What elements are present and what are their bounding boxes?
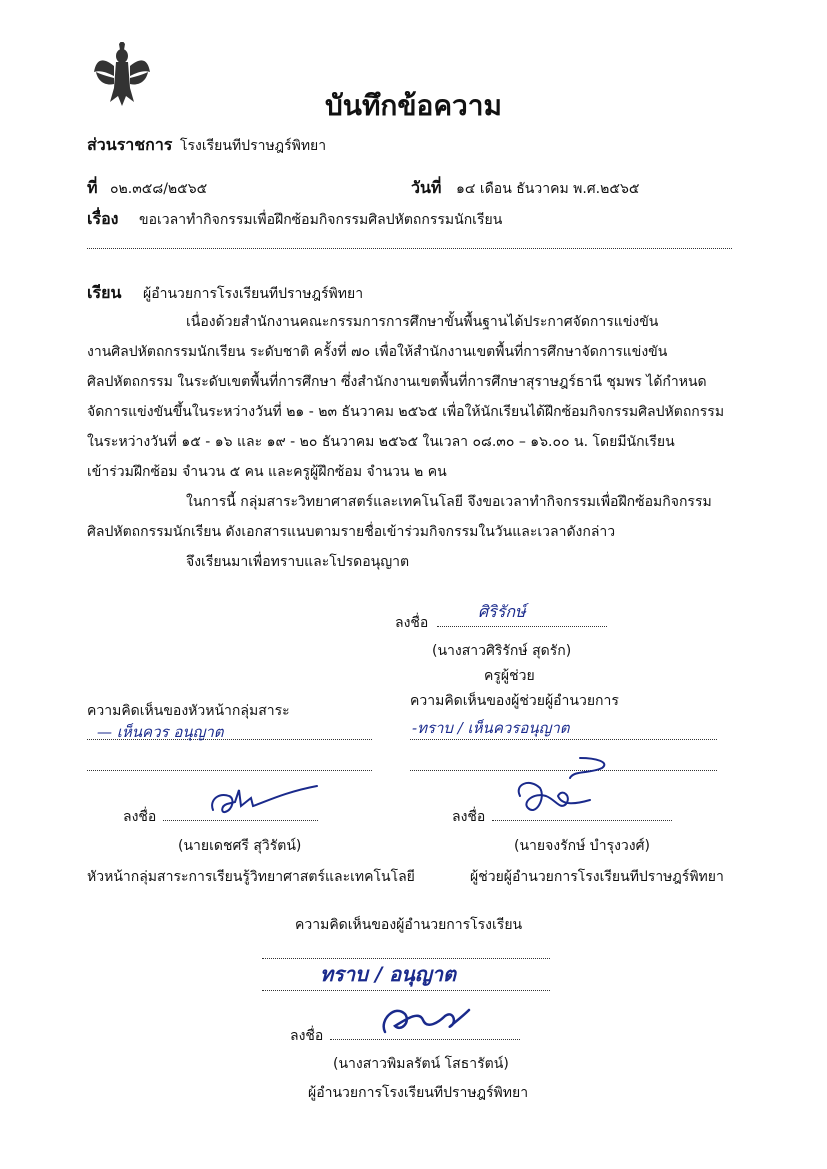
page-title: บันทึกข้อความ: [325, 89, 502, 122]
subject-label: เรื่อง: [87, 209, 119, 228]
department-label: ส่วนราชการ: [87, 135, 173, 154]
left-opinion-line: [87, 770, 372, 771]
signer-position: ครูผู้ช่วย: [484, 668, 535, 684]
signer-name: (นางสาวศิริรักษ์ สุดรัก): [432, 643, 572, 659]
ref-value: ๐๒.๓๕๘/๒๕๖๕: [110, 181, 208, 197]
salutation-value: ผู้อำนวยการโรงเรียนทีปราษฎร์พิทยา: [143, 286, 364, 302]
closing-line: จึงเรียนมาเพื่อทราบและโปรดอนุญาต: [186, 554, 410, 570]
date-label: วันที่: [411, 178, 442, 197]
right-position: ผู้ช่วยผู้อำนวยการโรงเรียนทีปราษฎร์พิทยา: [470, 869, 724, 885]
body-line: งานศิลปหัตถกรรมนักเรียน ระดับชาติ ครั้งที่ ๗๐ เพื่อให้สำนักงานเขตพื้นที่การศึกษาจัดการแข่งขัน: [87, 344, 668, 360]
right-name: (นายจงรักษ์ บำรุงวงศ์): [514, 838, 650, 854]
signer-sign-label: ลงชื่อ: [395, 615, 429, 631]
body-line: ในระหว่างวันที่ ๑๕ - ๑๖ และ ๑๙ - ๒๐ ธันวาคม ๒๕๖๕ ในเวลา ๐๘.๓๐ – ๑๖.๐๐ น. โดยมีนักเรียน: [87, 434, 675, 450]
director-opinion-handwritten: ทราบ / อนุญาต: [320, 962, 457, 986]
left-opinion-heading: ความคิดเห็นของหัวหน้ากลุ่มสาระ: [87, 703, 290, 719]
left-signature-icon: [205, 782, 325, 822]
director-sign-label: ลงชื่อ: [290, 1028, 324, 1044]
salutation-label: เรียน: [87, 283, 122, 302]
body-line: จัดการแข่งขันขึ้นในระหว่างวันที่ ๒๑ - ๒๓ ธันวาคม ๒๕๖๕ เพื่อให้นักเรียนได้ฝึกซ้อมกิจกรรมศิลปหัตถกรรม: [87, 404, 725, 420]
left-opinion-handwritten: — เห็นควร อนุญาต: [97, 723, 224, 741]
director-sign-line: [330, 1039, 520, 1040]
left-name: (นายเดชศรี สุวิรัตน์): [178, 838, 302, 854]
left-position: หัวหน้ากลุ่มสาระการเรียนรู้วิทยาศาสตร์และเทคโนโลยี: [87, 869, 415, 885]
left-sign-label: ลงชื่อ: [123, 809, 157, 825]
director-signature-icon: [365, 992, 475, 1038]
ref-label: ที่: [87, 178, 98, 197]
date-value: ๑๔ เดือน ธันวาคม พ.ศ.๒๕๖๕: [456, 181, 640, 197]
right-sign-label: ลงชื่อ: [452, 809, 486, 825]
director-opinion-heading: ความคิดเห็นของผู้อำนวยการโรงเรียน: [295, 917, 523, 933]
director-name: (นางสาวพิมลรัตน์ โสธารัตน์): [333, 1056, 509, 1072]
body-line: ศิลปหัตถกรรม ในระดับเขตพื้นที่การศึกษา ซึ่งสำนักงานเขตพื้นที่การศึกษาสุราษฎร์ธานี ชุมพร ได้กำหนด: [87, 374, 707, 390]
right-opinion-handwritten: -ทราบ / เห็นควรอนุญาต: [412, 719, 570, 737]
signer-handwritten: ศิริรักษ์: [478, 602, 526, 621]
header-divider: [87, 248, 732, 249]
body-line: ศิลปหัตถกรรมนักเรียน ดังเอกสารแนบตามรายชื่อเข้าร่วมกิจกรรมในวันและเวลาดังกล่าว: [87, 524, 616, 540]
director-position: ผู้อำนวยการโรงเรียนทีปราษฎร์พิทยา: [308, 1085, 529, 1101]
subject-value: ขอเวลาทำกิจกรรมเพื่อฝึกซ้อมกิจกรรมศิลปหัตถกรรมนักเรียน: [139, 212, 503, 228]
signer-sign-line: [437, 626, 607, 627]
body-line: เข้าร่วมฝึกซ้อม จำนวน ๕ คน และครูผู้ฝึกซ้อม จำนวน ๒ คน: [87, 464, 447, 480]
body-line: ในการนี้ กลุ่มสาระวิทยาศาสตร์และเทคโนโลยี จึงขอเวลาทำกิจกรรมเพื่อฝึกซ้อมกิจกรรม: [186, 494, 712, 510]
department-value: โรงเรียนทีปราษฎร์พิทยา: [180, 138, 327, 154]
body-line: เนื่องด้วยสำนักงานคณะกรรมการการศึกษาขั้นพื้นฐานได้ประกาศจัดการแข่งขัน: [186, 314, 659, 330]
right-opinion-heading: ความคิดเห็นของผู้ช่วยผู้อำนวยการ: [410, 693, 619, 709]
director-opinion-line: [262, 990, 550, 991]
right-signature-icon: [510, 752, 620, 824]
